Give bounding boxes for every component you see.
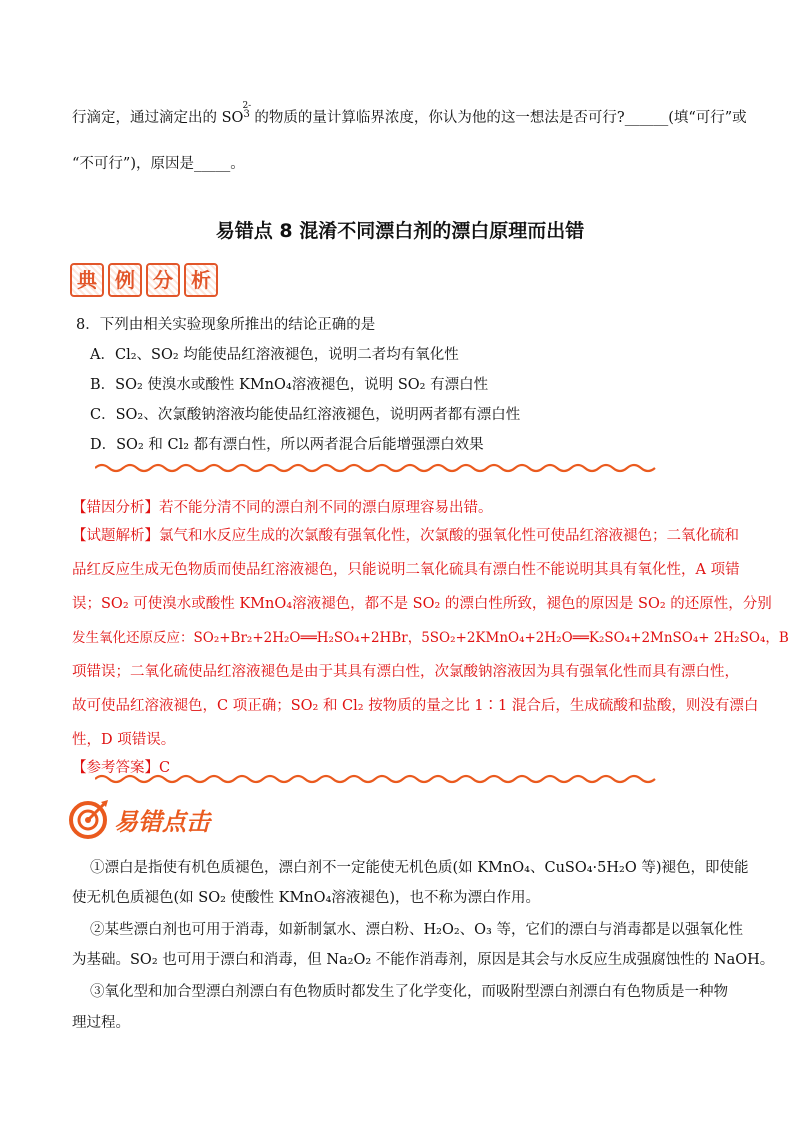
text-segment: 的物质的量计算临界浓度，你认为他的这一想法是否可行?______(填“可行”或 <box>249 110 747 126</box>
tip-1-line-2: 使无机色质褪色(如 SO₂ 使酸性 KMnO₄溶液褪色)，也不称为漂白作用。 <box>72 890 540 906</box>
analysis-line-6: 故可使品红溶液褪色，C 项正确；SO₂ 和 Cl₂ 按物质的量之比 1∶1 混合后，生成硫酸和盐酸，则没有漂白 <box>72 698 759 714</box>
stamp-char: 析 <box>184 263 218 297</box>
tip-1-line-1: ①漂白是指使有机色质褪色，漂白剂不一定能使无机色质(如 KMnO₄、CuSO₄·5H₂O 等)褪色，即使能 <box>90 860 749 876</box>
section-title: 易错点 8 混淆不同漂白剂的漂白原理而出错 <box>215 220 585 242</box>
text-segment: 行滴定，通过滴定出的 SO <box>72 110 244 126</box>
tip-2-line-2: 为基础。SO₂ 也可用于漂白和消毒，但 Na₂O₂ 不能作消毒剂，原因是其会与水反应生成强腐蚀性的 NaOH。 <box>72 952 775 968</box>
tip-3-line-2: 理过程。 <box>72 1015 130 1031</box>
badge-label: 易错点击 <box>114 807 210 836</box>
error-tips-badge <box>68 798 210 840</box>
reference-answer: 【参考答案】C <box>72 760 171 776</box>
option-b: B．SO₂ 使溴水或酸性 KMnO₄溶液褪色，说明 SO₂ 有漂白性 <box>90 377 489 393</box>
analysis-line-5: 项错误；二氧化硫使品红溶液褪色是由于其具有漂白性，次氯酸钠溶液因为具有强氧化性而具有漂白性， <box>72 664 739 680</box>
superscript-charge: 2- <box>242 101 252 111</box>
continued-text-line-2: “不可行”)，原因是_____。 <box>72 156 245 172</box>
continued-text-line-1 <box>72 101 747 130</box>
question-stem: 8．下列由相关实验现象所推出的结论正确的是 <box>76 317 376 333</box>
subscript-number: 3 <box>243 109 250 120</box>
option-a: A．Cl₂、SO₂ 均能使品红溶液褪色，说明二者均有氧化性 <box>90 347 459 363</box>
tip-3-line-1: ③氧化型和加合型漂白剂漂白有色物质时都发生了化学变化，而吸附型漂白剂漂白有色物质是一种物 <box>90 984 728 1000</box>
target-icon <box>68 798 110 840</box>
tip-2-line-1: ②某些漂白剂也可用于消毒，如新制氯水、漂白粉、H₂O₂、O₃ 等，它们的漂白与消毒都是以强氧化性 <box>90 922 743 938</box>
error-cause: 【错因分析】若不能分清不同的漂白剂不同的漂白原理容易出错。 <box>72 500 493 516</box>
wavy-divider <box>95 462 665 474</box>
option-d: D．SO₂ 和 Cl₂ 都有漂白性，所以两者混合后能增强漂白效果 <box>90 437 484 453</box>
stamp-char: 分 <box>146 263 180 297</box>
analysis-line-2: 品红反应生成无色物质而使品红溶液褪色，只能说明二氧化硫具有漂白性不能说明其具有氧化性，A 项错 <box>72 562 740 578</box>
analysis-line-3: 误；SO₂ 可使溴水或酸性 KMnO₄溶液褪色，都不是 SO₂ 的漂白性所致，褪色的原因是 SO₂ 的还原性，分别 <box>72 596 772 612</box>
stamp-char: 典 <box>70 263 104 297</box>
analysis-line-1: 【试题解析】氯气和水反应生成的次氯酸有强氧化性，次氯酸的强氧化性可使品红溶液褪色；二氧化硫和 <box>72 528 739 544</box>
analysis-line-7: 性，D 项错误。 <box>72 732 176 748</box>
typical-example-stamp <box>70 263 218 297</box>
option-c: C．SO₂、次氯酸钠溶液均能使品红溶液褪色，说明两者都有漂白性 <box>90 407 521 423</box>
stamp-char: 例 <box>108 263 142 297</box>
analysis-line-4: 发生氧化还原反应：SO₂+Br₂+2H₂O══H₂SO₄+2HBr，5SO₂+2KMnO₄+2H₂O══K₂SO₄+2MnSO₄+ 2H₂SO₄，B <box>72 630 789 646</box>
wavy-divider <box>95 773 665 785</box>
